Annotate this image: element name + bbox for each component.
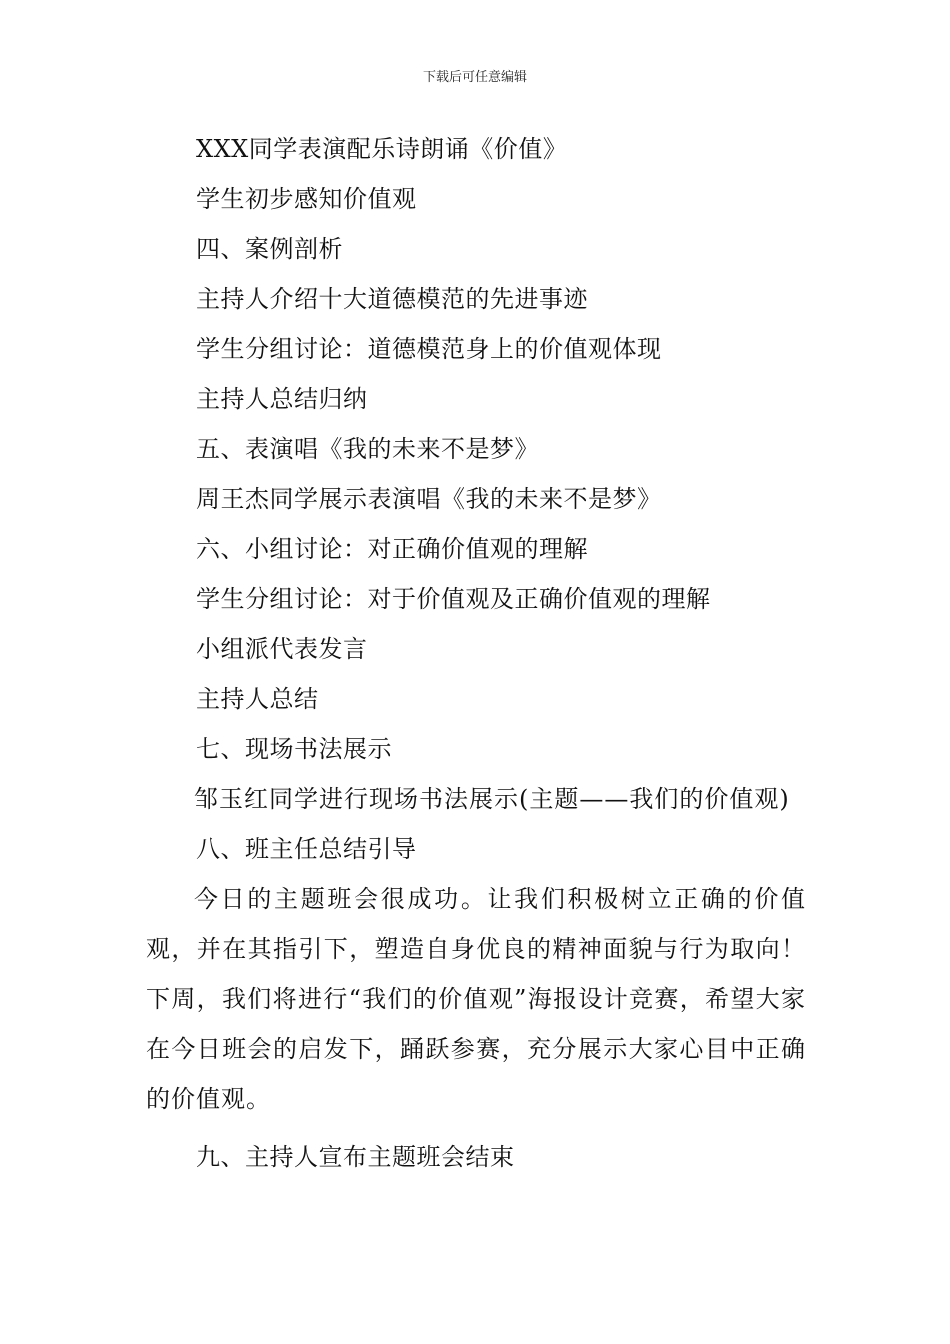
paragraph-calligraphy: 邹玉红同学进行现场书法展示(主题——我们的价值观) (194, 785, 790, 813)
document-body (146, 124, 806, 1182)
body-line: 周王杰同学展示表演唱《我的未来不是梦》 (196, 485, 662, 513)
body-line: 主持人介绍十大道德模范的先进事迹 (196, 285, 588, 313)
paragraph-summary: 今日的主题班会很成功。让我们积极树立正确的价值观，并在其指引下，塑造自身优良的精神面貌与行为取向！下周，我们将进行“我们的价值观”海报设计竞赛，希望大家在今日班会的启发下，踊跃参赛，充分展示大家心目中正确的价值观。 (146, 885, 806, 1113)
section-heading: 六、小组讨论：对正确价值观的理解 (196, 535, 588, 563)
body-line: 主持人总结归纳 (196, 385, 368, 413)
section-heading: 四、案例剖析 (196, 235, 343, 263)
section-heading: 九、主持人宣布主题班会结束 (196, 1143, 515, 1171)
body-line: XXX同学表演配乐诗朗诵《价值》 (196, 135, 568, 163)
body-line: 小组派代表发言 (196, 635, 368, 663)
section-heading: 八、班主任总结引导 (196, 835, 417, 863)
body-line: 学生分组讨论：对于价值观及正确价值观的理解 (196, 585, 711, 613)
section-heading: 五、表演唱《我的未来不是梦》 (196, 435, 539, 463)
body-line: 主持人总结 (196, 685, 319, 713)
body-line: 学生分组讨论：道德模范身上的价值观体现 (196, 335, 662, 363)
body-line: 学生初步感知价值观 (196, 185, 417, 213)
section-heading: 七、现场书法展示 (196, 735, 392, 763)
page-header-note: 下载后可任意编辑 (422, 70, 527, 85)
